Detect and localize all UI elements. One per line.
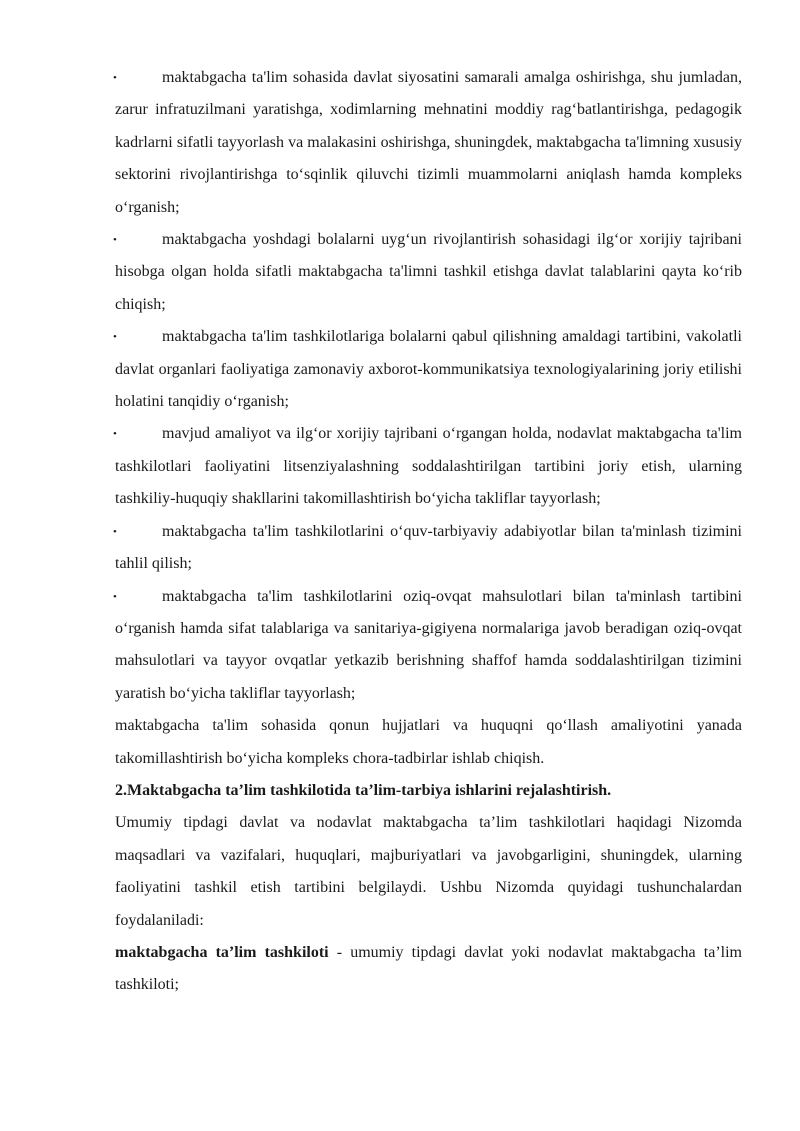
definition-paragraph bbox=[115, 937, 742, 1002]
bullet-text: maktabgacha ta'lim sohasida davlat siyosatini samarali amalga oshirishga, shu jumladan, zarur infratuzilmani yaratishga, xodimlarning mehnatini moddiy rag‘batlantirishga, pedagogik kadrlarni sifatli tayyorlash va malakasini oshirishga, shuningdek, maktabgacha ta'limning xususiy sektorini rivojlantirishga to‘sqinlik qiluvchi tizimli muammolarni aniqlash hamda kompleks o‘rganish; bbox=[115, 69, 742, 216]
bullet-text: maktabgacha ta'lim tashkilotlariga bolalarni qabul qilishning amaldagi tartibini, vakolatli davlat organlari faoliyatiga zamonaviy axborot-kommunikatsiya texnologiyalarining joriy etilishi holatini tanqidiy o‘rganish; bbox=[115, 328, 742, 411]
bullet-marker: • bbox=[113, 234, 117, 247]
definition-term: maktabgacha ta’lim tashkiloti bbox=[115, 943, 329, 961]
bullet-marker: • bbox=[113, 525, 117, 538]
bullet-item bbox=[115, 581, 742, 711]
section-heading: 2.Maktabgacha ta’lim tashkilotida ta’lim-tarbiya ishlarini rejalashtirish. bbox=[115, 781, 612, 799]
bullet-marker: • bbox=[113, 590, 117, 603]
bullet-marker: • bbox=[113, 72, 117, 84]
document-page bbox=[115, 62, 742, 1002]
bullet-text: mavjud amaliyot va ilg‘or xorijiy tajribani o‘rgangan holda, nodavlat maktabgacha ta'lim tashkilotlari faoliyatini litsenziyalashning soddalashtirilgan tartibini joriy etish, ularning tashkiliy-huquqiy shakllarini takomillashtirish bo‘yicha takliflar tayyorlash; bbox=[115, 425, 742, 508]
bullet-marker: • bbox=[113, 331, 117, 344]
bullet-text: maktabgacha yoshdagi bolalarni uyg‘un rivojlantirish sohasidagi ilg‘or xorijiy tajribani hisobga olgan holda sifatli maktabgacha ta'limni tashkil etishga davlat talablarini qayta ko‘rib chiqish; bbox=[115, 231, 742, 313]
bullet-item bbox=[115, 516, 742, 581]
bullet-item bbox=[115, 321, 742, 418]
bullet-marker: • bbox=[113, 428, 117, 441]
bullet-item bbox=[115, 418, 742, 515]
bullet-text: maktabgacha ta'lim tashkilotlarini o‘quv-tarbiyaviy adabiyotlar bilan ta'minlash tizimini tahlil qilish; bbox=[115, 522, 742, 573]
bullet-item bbox=[115, 224, 742, 321]
bullet-item bbox=[115, 62, 742, 224]
closing-paragraph: maktabgacha ta'lim sohasida qonun hujjatlari va huquqni qo‘llash amaliyotini yanada takomillashtirish bo‘yicha kompleks chora-tadbirlar ishlab chiqish. bbox=[115, 717, 742, 767]
intro-paragraph: Umumiy tipdagi davlat va nodavlat maktabgacha ta’lim tashkilotlari haqidagi Nizomda maqsadlari va vazifalari, huquqlari, majburiyatlari va javobgarligini, shuningdek, ularning faoliyatini tashkil etish tartibini belgilaydi. Ushbu Nizomda quyidagi tushunchalardan foydalaniladi: bbox=[115, 814, 742, 929]
definition-text: - umumiy tipdagi davlat yoki nodavlat maktabgacha ta’lim tashkiloti; bbox=[115, 943, 743, 994]
bullet-text: maktabgacha ta'lim tashkilotlarini oziq-ovqat mahsulotlari bilan ta'minlash tartibini o‘rganish hamda sifat talablariga va sanitariya-gigiyena normalariga javob beradigan oziq-ovqat mahsulotlari va tayyor ovqatlar yetkazib berishning shaffof hamda soddalashtirilgan tizimini yaratish bo‘yicha takliflar tayyorlash; bbox=[115, 587, 742, 702]
